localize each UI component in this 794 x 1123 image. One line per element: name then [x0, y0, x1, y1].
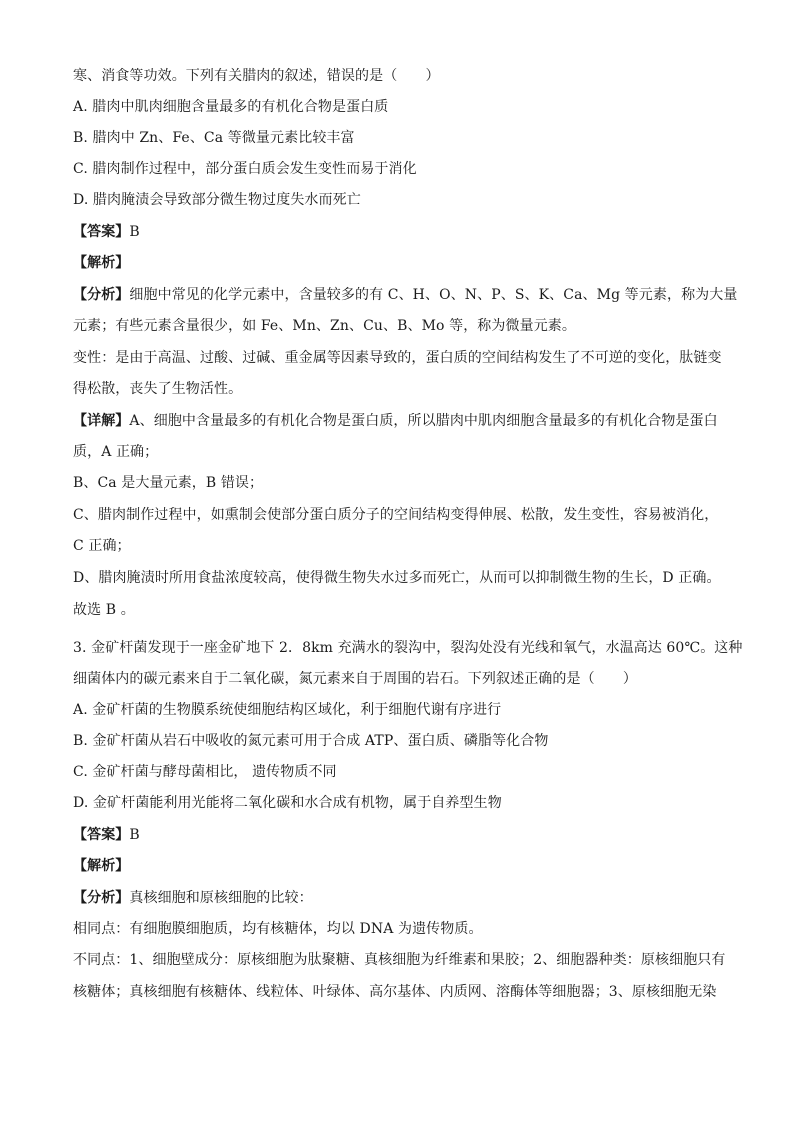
q3-fenxi-line-2: 相同点：有细胞膜细胞质，均有核糖体，均以 DNA 为遗传物质。 — [73, 921, 483, 937]
q2-xiangjie-line-1 — [73, 411, 723, 431]
q2-xiangjie-line-2: 质，A 正确； — [73, 444, 159, 460]
q2-xiangjie-line-5: C 正确； — [73, 538, 131, 554]
q2-fenxi-line-4: 得松散，丧失了生物活性。 — [73, 381, 243, 397]
q2-answer-value: B — [129, 224, 140, 240]
q2-xiangjie-line-4: C、腊肉制作过程中，如熏制会使部分蛋白质分子的空间结构变得伸展、松散，发生变性，容易被消化， — [73, 507, 719, 523]
q3-stem-line-1: 3. 金矿杆菌发现于一座金矿地下 2．8km 充满水的裂沟中，裂沟处没有光线和氧气，水温高达 60℃。这种 — [73, 640, 743, 656]
q3-fenxi-text-1: 真核细胞和原核细胞的比较： — [129, 890, 313, 906]
q3-option-d: D. 金矿杆菌能利用光能将二氧化碳和水合成有机物，属于自养型生物 — [73, 795, 502, 811]
q2-analysis-heading — [73, 253, 723, 273]
q2-option-c: C. 腊肉制作过程中，部分蛋白质会发生变性而易于消化 — [73, 161, 417, 177]
q2-analysis-tag: 【解析】 — [73, 255, 130, 271]
q3-analysis-tag: 【解析】 — [73, 858, 130, 874]
q3-option-b: B. 金矿杆菌从岩石中吸收的氮元素可用于合成 ATP、蛋白质、磷脂等化合物 — [73, 733, 549, 749]
q2-stem: 寒、消食等功效。下列有关腊肉的叙述，错误的是（ ） — [73, 68, 440, 84]
q2-option-d: D. 腊肉腌渍会导致部分微生物过度失水而死亡 — [73, 192, 361, 208]
q3-stem-line-2: 细菌体内的碳元素来自于二氧化碳，氮元素来自于周围的岩石。下列叙述正确的是（ ） — [73, 671, 637, 687]
q2-xiangjie-line-7: 故选 B 。 — [73, 602, 135, 618]
q2-fenxi-tag: 【分析】 — [73, 287, 130, 303]
q3-analysis-heading — [73, 856, 723, 876]
q3-answer — [73, 825, 723, 845]
q3-fenxi-tag: 【分析】 — [73, 890, 130, 906]
q2-option-b: B. 腊肉中 Zn、Fe、Ca 等微量元素比较丰富 — [73, 130, 355, 146]
q2-xiangjie-line-3: B、Ca 是大量元素，B 错误； — [73, 475, 264, 491]
q3-answer-value: B — [129, 827, 140, 843]
q2-xiangjie-text-1: A、细胞中含量最多的有机化合物是蛋白质，所以腊肉中肌肉细胞含量最多的有机化合物是蛋白 — [129, 413, 718, 429]
q2-answer — [73, 222, 723, 242]
q2-fenxi-line-1 — [73, 285, 738, 305]
q3-option-a: A. 金矿杆菌的生物膜系统使细胞结构区域化，利于细胞代谢有序进行 — [73, 702, 502, 718]
q2-fenxi-text-1: 细胞中常见的化学元素中，含量较多的有 C、H、O、N、P、S、K、Ca、Mg 等元素，称为大量 — [129, 287, 738, 303]
q2-fenxi-line-2: 元素；有些元素含量很少，如 Fe、Mn、Zn、Cu、B、Mo 等，称为微量元素。 — [73, 318, 577, 334]
q3-option-c: C. 金矿杆菌与酵母菌相比， 遗传物质不同 — [73, 764, 337, 780]
q3-answer-tag: 【答案】 — [73, 827, 130, 843]
q2-option-a: A. 腊肉中肌肉细胞含量最多的有机化合物是蛋白质 — [73, 99, 389, 115]
q3-fenxi-line-4: 核糖体；真核细胞有核糖体、线粒体、叶绿体、高尔基体、内质网、溶酶体等细胞器；3、原核细胞无染 — [73, 984, 717, 1000]
q2-fenxi-line-3: 变性：是由于高温、过酸、过碱、重金属等因素导致的，蛋白质的空间结构发生了不可逆的变化，肽链变 — [73, 350, 722, 366]
q3-fenxi-line-3: 不同点：1、细胞壁成分：原核细胞为肽聚糖、真核细胞为纤维素和果胶；2、细胞器种类：原核细胞只有 — [73, 952, 726, 968]
q3-fenxi-line-1 — [73, 888, 723, 908]
q2-xiangjie-tag: 【详解】 — [73, 413, 130, 429]
q2-xiangjie-line-6: D、腊肉腌渍时所用食盐浓度较高，使得微生物失水过多而死亡，从而可以抑制微生物的生长，D 正确。 — [73, 570, 721, 586]
q2-answer-tag: 【答案】 — [73, 224, 130, 240]
